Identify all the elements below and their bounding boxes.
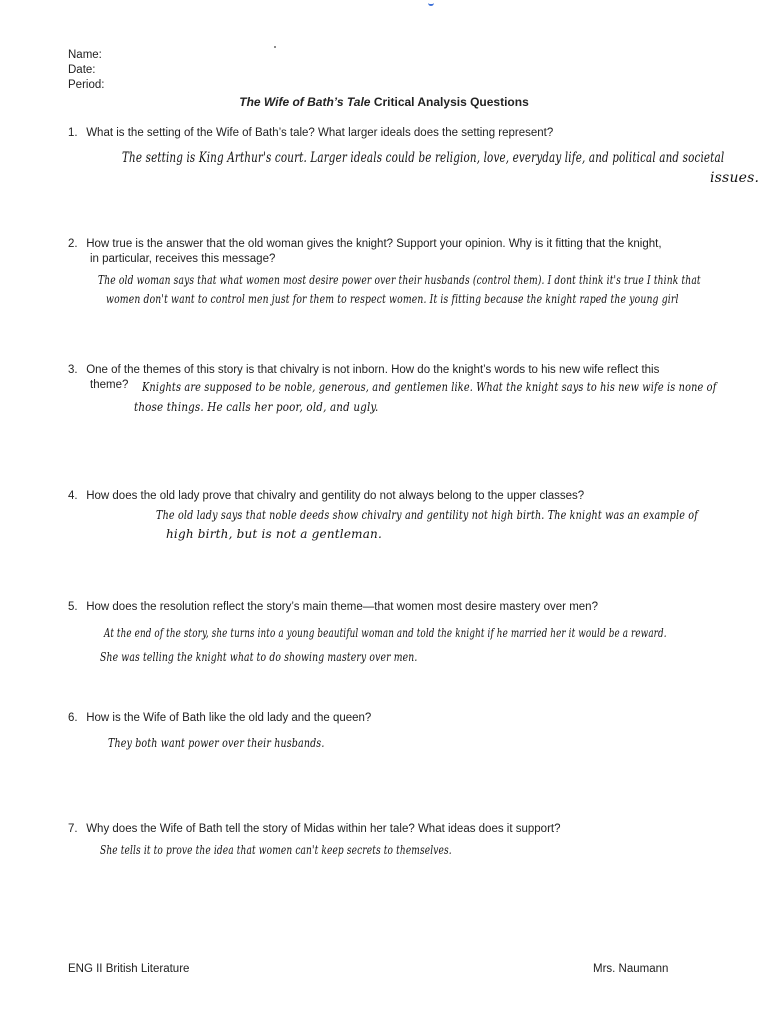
answer-3-line-2: those things. He calls her poor, old, and ugly. <box>134 400 379 414</box>
date-label: Date: <box>68 64 96 76</box>
name-label: Name: <box>68 49 102 61</box>
answer-4-line-2: high birth, but is not a gentleman. <box>166 527 382 541</box>
question-7: 7. Why does the Wife of Bath tell the story of Midas within her tale? What ideas does it support? <box>68 823 561 835</box>
answer-1-line-1: The setting is King Arthur's court. Larger ideals could be religion, love, everyday life, and political and societal <box>122 150 725 166</box>
answer-1-line-2: issues. <box>710 170 760 186</box>
question-2: 2. How true is the answer that the old woman gives the knight? Support your opinion. Why is it fitting that the knight, in particular, receives this message? <box>68 238 662 265</box>
footer-course: ENG II British Literature <box>68 963 190 975</box>
answer-3-line-1: Knights are supposed to be noble, generous, and gentlemen like. What the knight says to his new wife is none of <box>142 380 717 394</box>
page-title <box>0 95 768 109</box>
question-4: 4. How does the old lady prove that chivalry and gentility do not always belong to the upper classes? <box>68 490 585 502</box>
answer-5-line-2: She was telling the knight what to do showing mastery over men. <box>100 650 418 664</box>
answer-5-line-1: At the end of the story, she turns into a young beautiful woman and told the knight if he married her it would be a reward. <box>104 626 667 640</box>
title-rest: Critical Analysis Questions <box>370 95 529 109</box>
answer-4-line-1: The old lady says that noble deeds show chivalry and gentility not high birth. The knight was an example of <box>156 508 698 522</box>
question-3: 3. One of the themes of this story is that chivalry is not inborn. How do the knight’s words to his new wife reflect this theme? <box>68 364 660 391</box>
answer-6-line-1: They both want power over their husbands. <box>108 736 325 750</box>
answer-2-line-2: women don't want to control men just for them to respect women. It is fitting because the knight raped the young girl <box>106 292 679 306</box>
footer-teacher: Mrs. Naumann <box>593 963 669 975</box>
question-1: 1. What is the setting of the Wife of Bath’s tale? What larger ideals does the setting represent? <box>68 127 554 139</box>
title-italic: The Wife of Bath’s Tale <box>239 95 371 109</box>
period-label: Period: <box>68 79 105 91</box>
question-6: 6. How is the Wife of Bath like the old lady and the queen? <box>68 712 372 724</box>
answer-2-line-1: The old woman says that what women most desire power over their husbands (control them). I dont think it's true I think that <box>98 273 701 287</box>
answer-7-line-1: She tells it to prove the idea that women can't keep secrets to themselves. <box>100 843 452 857</box>
pen-mark <box>428 0 434 6</box>
question-5: 5. How does the resolution reflect the story’s main theme—that women most desire mastery over men? <box>68 601 598 613</box>
stray-dot <box>274 46 276 48</box>
